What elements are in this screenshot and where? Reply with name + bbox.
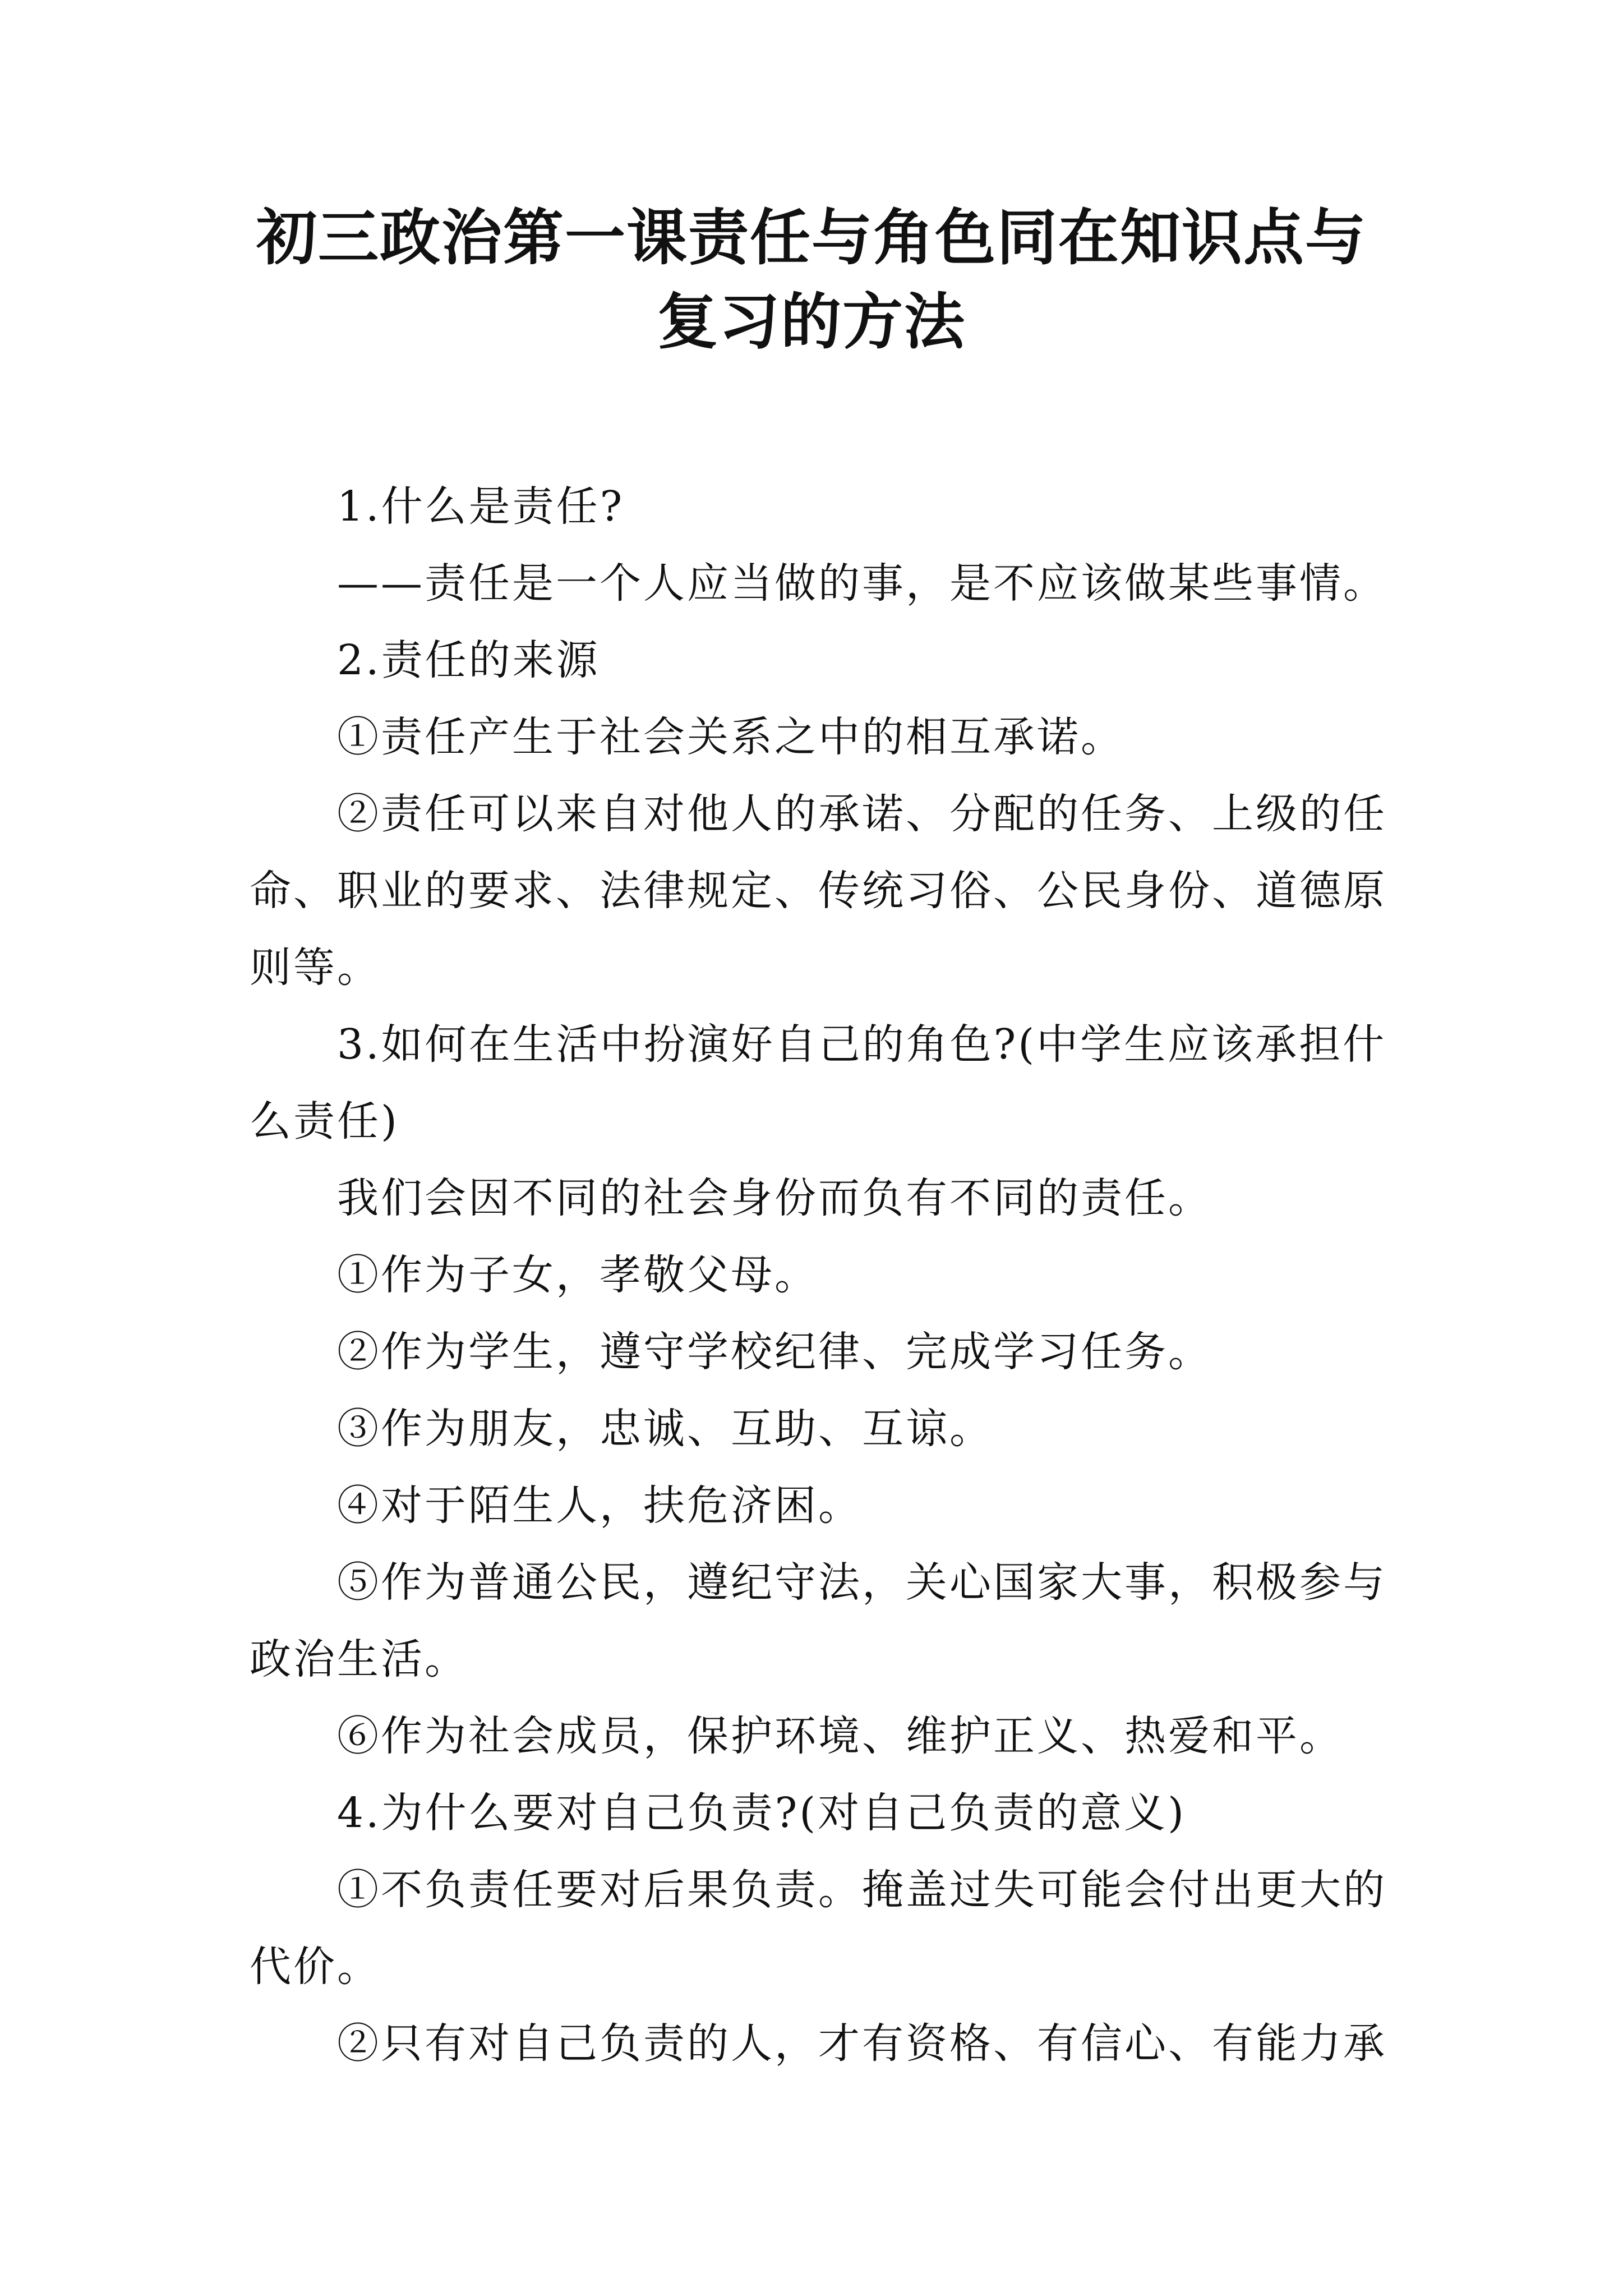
paragraph: 我们会因不同的社会身份而负有不同的责任。 bbox=[337, 1174, 1212, 1222]
document-body bbox=[250, 468, 1388, 2082]
paragraph: ①责任产生于社会关系之中的相互承诺。 bbox=[337, 713, 1124, 761]
paragraph: ①作为子女，孝敬父母。 bbox=[337, 1251, 818, 1299]
document-title bbox=[224, 196, 1399, 365]
paragraph: 1.什么是责任? bbox=[337, 482, 625, 531]
paragraph: ②只有对自己负责的人，才有资格、有信心、有能力承 bbox=[337, 2019, 1387, 2068]
paragraph: ④对于陌生人，扶危济困。 bbox=[337, 1481, 862, 1530]
paragraph: 3.如何在生活中扮演好自己的角色?(中学生应该承担什么责任) bbox=[250, 1020, 1387, 1145]
paragraph: ③作为朋友，忠诚、互助、互谅。 bbox=[337, 1405, 993, 1453]
paragraph: ⑥作为社会成员，保护环境、维护正义、热爱和平。 bbox=[337, 1712, 1343, 1760]
paragraph: ——责任是一个人应当做的事，是不应该做某些事情。 bbox=[337, 559, 1387, 608]
paragraph: 2.责任的来源 bbox=[337, 636, 600, 684]
paragraph: ①不负责任要对后果负责。掩盖过失可能会付出更大的代价。 bbox=[250, 1866, 1387, 1991]
title-line-2: 复习的方法 bbox=[657, 287, 966, 357]
paragraph: ②责任可以来自对他人的承诺、分配的任务、上级的任命、职业的要求、法律规定、传统习俗、公民身份、道德原则等。 bbox=[250, 790, 1387, 992]
paragraph: 4.为什么要对自己负责?(对自己负责的意义) bbox=[337, 1789, 1187, 1837]
paragraph: ②作为学生，遵守学校纪律、完成学习任务。 bbox=[337, 1328, 1212, 1376]
paragraph: ⑤作为普通公民，遵纪守法，关心国家大事，积极参与政治生活。 bbox=[250, 1558, 1387, 1683]
title-line-1: 初三政治第一课责任与角色同在知识点与 bbox=[256, 203, 1367, 273]
